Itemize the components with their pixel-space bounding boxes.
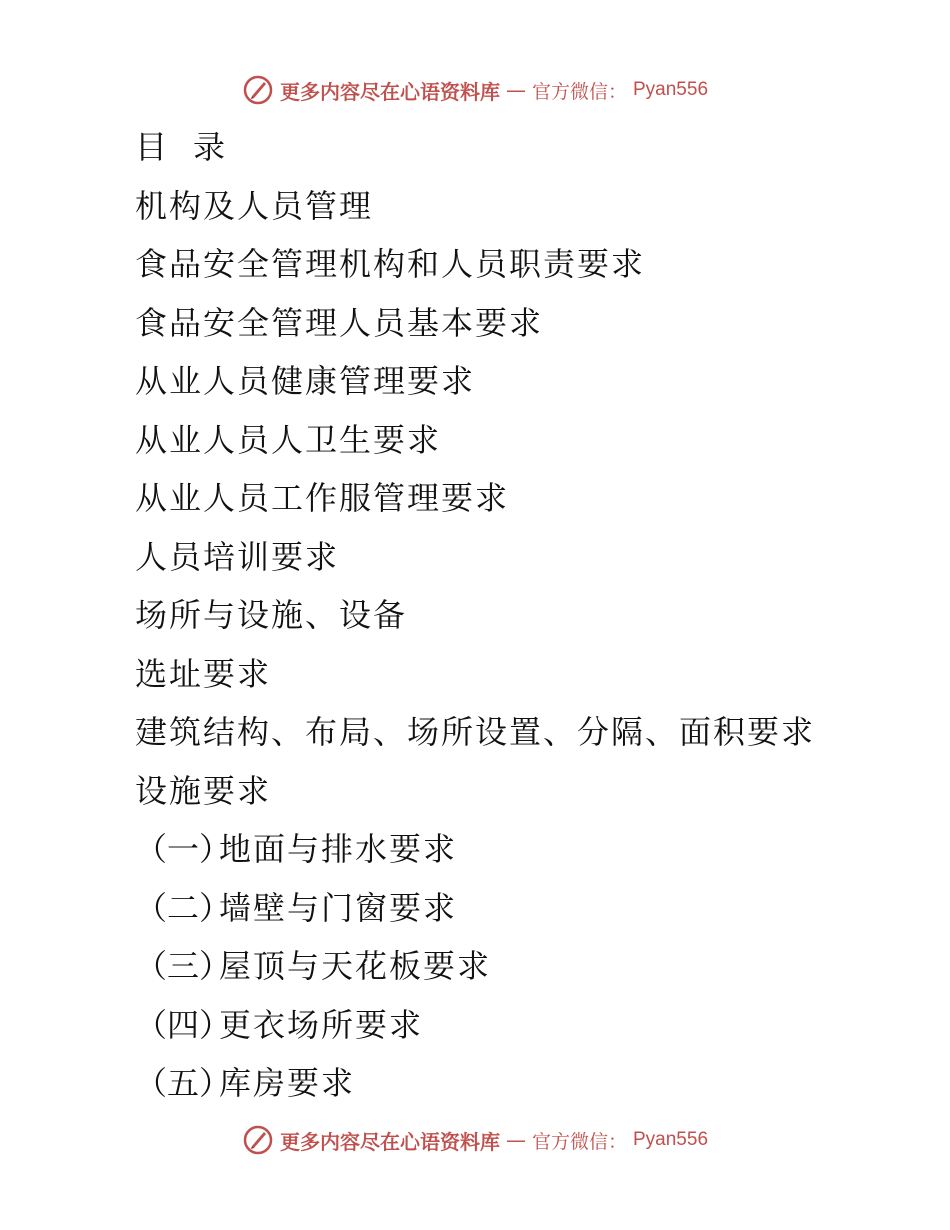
toc-item: [135, 469, 895, 528]
toc-item: [135, 352, 895, 411]
toc-subitem-number: （一）: [135, 830, 232, 868]
toc-item-text: 墙壁与门窗要求: [219, 888, 458, 927]
toc-item: [135, 528, 895, 587]
toc-subitem: [135, 879, 895, 938]
toc-item-text: 地面与排水要求: [219, 830, 458, 868]
banner-text: 更多内容尽在心语资料库: [279, 79, 500, 104]
toc-item-text: 从业人员健康管理要求: [135, 362, 476, 400]
banner-wechat-label: 官方微信：: [531, 1130, 627, 1153]
table-of-contents: [135, 118, 895, 1113]
toc-subitem-number: （三）: [135, 947, 232, 985]
toc-title: 目录: [135, 128, 252, 166]
toc-item-text: 人员培训要求: [135, 537, 340, 576]
quill-seal-icon: [242, 1124, 274, 1156]
header-watermark-banner: [0, 70, 950, 110]
toc-item-text: 更衣场所要求: [219, 1005, 424, 1044]
toc-subitem-number: （五）: [135, 1064, 232, 1102]
toc-item-text: 设施要求: [135, 771, 272, 810]
toc-item-text: 从业人员工作服管理要求: [135, 479, 510, 517]
toc-subitem: [135, 1054, 895, 1113]
toc-subitem: [135, 937, 895, 996]
footer-watermark-banner: [0, 1120, 950, 1160]
banner-dash: —: [505, 78, 526, 102]
banner-wechat-id: Pyan556: [633, 1129, 709, 1150]
toc-item: [135, 411, 895, 470]
banner-text: 更多内容尽在心语资料库: [279, 1129, 500, 1154]
toc-subitem-number: （四）: [135, 1005, 232, 1044]
toc-subitem: [135, 820, 895, 879]
toc-item: [135, 177, 895, 236]
toc-item: [135, 762, 895, 821]
toc-item-text: 选址要求: [135, 654, 272, 693]
toc-subitem-number: （二）: [135, 888, 232, 927]
banner-wechat-id: Pyan556: [633, 79, 709, 100]
toc-item-text: 从业人员人卫生要求: [135, 420, 442, 459]
toc-item-text: 场所与设施、设备: [135, 596, 408, 634]
toc-item-text: 库房要求: [219, 1064, 356, 1102]
banner-dash: —: [505, 1128, 526, 1152]
toc-item: [135, 235, 895, 294]
toc-item-text: 食品安全管理机构和人员职责要求: [135, 245, 646, 283]
toc-item: [135, 294, 895, 353]
toc-item-text: 建筑结构、布局、场所设置、分隔、面积要求: [135, 713, 816, 751]
toc-item-text: 屋顶与天花板要求: [219, 947, 492, 985]
toc-item-text: 食品安全管理人员基本要求: [135, 303, 544, 342]
toc-item: [135, 703, 895, 762]
toc-item: [135, 586, 895, 645]
quill-seal-icon: [242, 74, 274, 106]
banner-wechat-label: 官方微信：: [531, 80, 627, 103]
toc-subitem: [135, 996, 895, 1055]
toc-item-text: 机构及人员管理: [135, 186, 374, 225]
toc-item: [135, 645, 895, 704]
